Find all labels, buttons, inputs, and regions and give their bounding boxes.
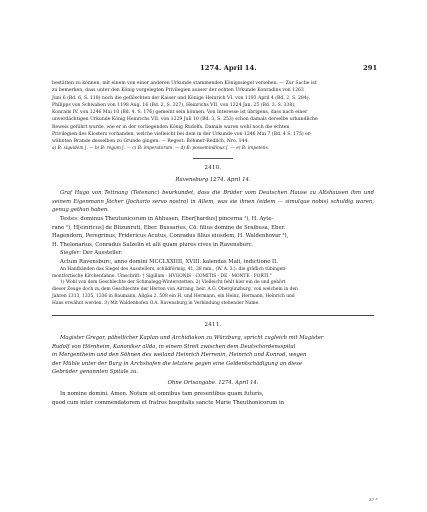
regest-line: in Mergentheim und den Söhnen des weiland Heinrich Herrenin, Heinrich und Konrad, wegen <box>52 352 307 359</box>
regest-line: Rudolf von Hörnheim, Kanoniker allda, in einem Streit zwischen dem Deutschordensspital <box>52 343 296 350</box>
commentary-line: Beweis geführt wurde, wie er in der vorliegenden König Rudolfs. Damals waren wohl noch die echten <box>52 124 290 130</box>
signature-mark: 37 * <box>369 497 378 502</box>
page-content <box>52 80 374 407</box>
document-number: 2411. <box>204 322 222 329</box>
text-line: quod cum inter commendatorem et fratres hospitalis sancte Marie Theuthonicorum in <box>52 399 285 406</box>
commentary-line: Juni 6 (Bd. 6, S. 118) noch die gefälschten der Kaiser und Könige Heinrich VI. von 1193 April 4 (Bd. 2, S. 284), <box>52 95 311 101</box>
regest-line: Magister Gregor, päbstlicher Kaplan und Archidiakon zu Würzburg, spricht zugleich mit Magister <box>60 335 324 342</box>
regest-line: der Mühle unter der Burg in Archshofen die letztere gegen eine Geldentschädigung an diese <box>52 360 303 367</box>
text-line: In nomine domini. Amen. Notum sit omnibus tam presentibus quam futuris, <box>60 391 264 397</box>
sealer-line <box>52 249 374 258</box>
header-date: 1274. April 14. <box>200 64 257 72</box>
witness-line: Hagendorn, Peregrinus, Fridericus Acutus, Conradus filius eiusdem, H. Waldenhovar ³), <box>52 233 289 240</box>
document-number: 2410. <box>204 165 222 172</box>
witness-line: H. Thelonarius, Conradus Salzelin et alii quam plures cives in Ravensburc. <box>52 241 254 248</box>
commentary-line: bestätten zu können, mit einem von einer anderen Urkunde stammenden Königssiegel versehen. — Zur Sache ist <box>52 81 317 86</box>
previous-document-commentary <box>52 80 374 152</box>
document-2410 <box>52 165 374 308</box>
commentary-line: wähnten Brande desselben zu Grunde gingen. — Regest: Böhmer-Redlich, Nro. 144. <box>52 139 249 144</box>
sealer-value: Der Aussteller. <box>82 250 123 257</box>
actum-line: Actum Ravensburc, anno domini MCCLXXIIII, XVIII. kalendas Maii, indictione II. <box>60 259 278 265</box>
regest: Graf Hugo von Tettnang (Tetenanc) beurkundet, dass die Brüder vom Deutschen Hause zu Altshausen ihm und seinem Eigenmann Jöcher (Jochario servo nostro) in Allem, was sie ihnen (eidem — simulque nobis) schuldig waren, genug gethan haben. <box>52 190 374 214</box>
footnote-line: dieser Zeuge doch zu dem Geschlechte der Herren von Airrang, heir. A.G. Obergünzburg, von welchem in den <box>52 287 298 293</box>
commentary-line: Philipps von Schwaben von 1198 Aug. 16 (Bd. 2, S. 327), Heinrichs VII. von 1224 Jan. 25 (Bd. 3, S. 338), <box>52 102 296 108</box>
document-separator <box>52 315 374 316</box>
section-divider <box>193 158 233 159</box>
commentary-line: Konrads IV. von 1246 Mai 10 (Bd. 4, S. 176) gemeint sein können. Von Interesse ist übrigens, dass nach einer <box>52 110 308 115</box>
place-date: Ravensburg 1274. April 14. <box>175 177 251 184</box>
regest-line: Gebrüder genannten Spitale zu. <box>52 369 139 376</box>
textual-footnotes: a) B: siquidem [. — b) B: regum [. — c) B: imperatorum. — d) B: possemindinus [. — e) B: impetens. <box>52 146 270 152</box>
archive-note-line: montfortische Kirchenfahne. Umschrift: † Sigillum · HVGONIS · COMITIS · DE · MONTE · FORTI.° <box>52 273 272 279</box>
commentary-line: unverdächtigen Urkunde König Heinrichs VII. von 1229 Juli 10 (Bd. 3, S. 253) schon damals derselbe urkundliche <box>52 117 318 123</box>
document-2411 <box>52 322 374 407</box>
place-date: Ohne Ortsangabe. 1274. April 14. <box>167 380 259 386</box>
footnote-line: Hans erwähnt werden. 3) Mit Waldenhofen O.A. Ravensburg in Verbindung stehender Name. <box>52 301 260 307</box>
archive-note-line: An Hanfbänden das Siegel des Ausstellers, schildförmig, 41, 38 mm., (W. A. 3.): die gräflich tübingen- <box>60 266 287 272</box>
running-header <box>0 64 427 76</box>
commentary-line: zu bemerken, dass unter den König vorgelegten Privilegien ausser der echten Urkunde Konradins von 1263 <box>52 88 304 94</box>
page-number: 291 <box>363 64 378 72</box>
witness-line: rane ²), H[einricus] de Blizunruti, Eber. Bussarius, Cō. filius domine de Sraibusa, Eber. <box>52 224 286 231</box>
footnote-line: 1) Wohl von dem Geschlechte der Schmalegg-Winterstetten. 2) Vielleicht fehlt hier ein de und gehört <box>60 280 286 286</box>
sealer-label: Siegler: <box>60 250 83 257</box>
footnote-line: Jahren 1313, 1335, 1336 in Baumann, Allgäu 2, 508 ein H. und Hermann, ein Heinz, Hermann, Heinrich und <box>52 294 295 300</box>
witness-line: Testes: dominus Theutunicorum in Ahhusen, Eber[hardus] pincerna ¹), H. Ayte- <box>60 216 274 223</box>
commentary-line: Privilegien des Klosters vorhanden, welche vielleicht bei dem in der Urkunde von 1246 Mai 7 (Bd. 4 S. 175) er- <box>52 131 312 137</box>
